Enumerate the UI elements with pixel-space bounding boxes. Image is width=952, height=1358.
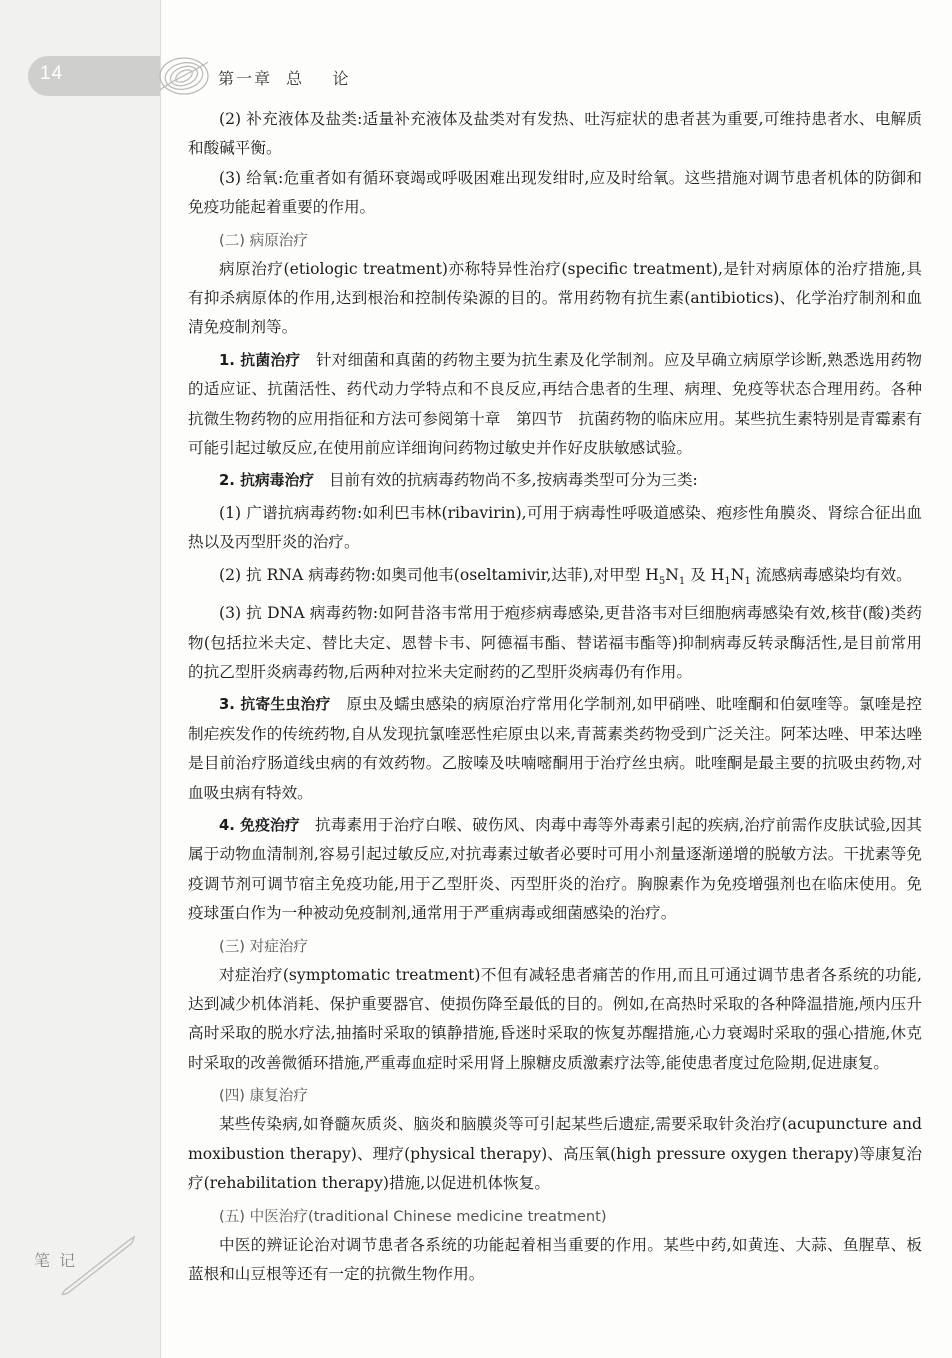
- margin-divider: [160, 0, 161, 1358]
- subscript: 1: [744, 575, 751, 587]
- chapter-title: 第一章 总 论: [218, 69, 351, 88]
- paragraph: 某些传染病,如脊髓灰质炎、脑炎和脑膜炎等可引起某些后遗症,需要采取针灸治疗(acupuncture and moxibustion therapy)、理疗(physical therapy)、高压氧(high pressure oxygen therapy)等康复治疗(rehabilitation therapy)措施,以促进机体恢复。: [188, 1115, 922, 1193]
- paragraph-text: N: [665, 565, 679, 584]
- paragraph-text: 针对细菌和真菌的药物主要为抗生素及化学制剂。应及早确立病原学诊断,熟悉选用药物的适应证、抗菌活性、药代动力学特点和不良反应,再结合患者的生理、病理、免疫等状态合理用药。各种抗微生物药物的应用指征和方法可参阅第十章 第四节 抗菌药物的临床应用。某些抗生素特别是青霉素有可能引起过敏反应,在使用前应详细询问药物过敏史并作好皮肤敏感试验。: [188, 350, 922, 458]
- section-heading: (四) 康复治疗: [219, 1087, 308, 1105]
- page-number: 14: [40, 63, 64, 84]
- section-heading: (五) 中医治疗(traditional Chinese medicine treatment): [219, 1207, 607, 1225]
- subheading: 2. 抗病毒治疗: [219, 472, 315, 490]
- paragraph-text: N: [730, 565, 745, 584]
- section-heading: (二) 病原治疗: [219, 231, 308, 249]
- page-content: [188, 105, 922, 1289]
- subheading: 1. 抗菌治疗: [219, 351, 301, 369]
- paragraph: (1) 广谱抗病毒药物:如利巴韦林(ribavirin),可用于病毒性呼吸道感染、疱疹性角膜炎、肾综合征出血热以及丙型肝炎的治疗。: [188, 503, 922, 552]
- paragraph: [188, 346, 922, 464]
- section-heading: (三) 对症治疗: [219, 937, 308, 955]
- paragraph: [188, 690, 922, 808]
- subscript: 1: [724, 575, 731, 587]
- paragraph-text: 流感病毒感染均有效。: [750, 565, 912, 584]
- paragraph-text: 抗毒素用于治疗白喉、破伤风、肉毒中毒等外毒素引起的疾病,治疗前需作皮肤试验,因其属于动物血清制剂,容易引起过敏反应,对抗毒素过敏者必要时可用小剂量逐渐递增的脱敏方法。干扰素等免疫调节剂可调节宿主免疫功能,用于乙型肝炎、丙型肝炎的治疗。胸腺素作为免疫增强剂也在临床使用。免疫球蛋白作为一种被动免疫制剂,通常用于严重病毒或细菌感染的治疗。: [188, 816, 922, 923]
- paragraph: (3) 给氧:危重者如有循环衰竭或呼吸困难出现发绀时,应及时给氧。这些措施对调节患者机体的防御和免疫功能起着重要的作用。: [188, 168, 922, 217]
- paragraph-text: 原虫及蠕虫感染的病原治疗常用化学制剂,如甲硝唑、吡喹酮和伯氨喹等。氯喹是控制疟疾发作的传统药物,自从发现抗氯喹恶性疟原虫以来,青蒿素类药物受到广泛关注。阿苯达唑、甲苯达唑是目前治疗肠道线虫病的有效药物。乙胺嗪及呋喃嘧酮用于治疗丝虫病。吡喹酮是最主要的抗吸虫药物,对血吸虫病有特效。: [188, 695, 922, 802]
- paragraph: [188, 561, 922, 597]
- pen-icon: [58, 1235, 136, 1295]
- paragraph: 病原治疗(etiologic treatment)亦称特异性治疗(specific treatment),是针对病原体的治疗措施,具有抑杀病原体的作用,达到根治和控制传染源的目的。常用药物有抗生素(antibiotics)、化学治疗制剂和血清免疫制剂等。: [188, 259, 922, 337]
- paragraph: (3) 抗 DNA 病毒药物:如阿昔洛韦常用于疱疹病毒感染,更昔洛韦对巨细胞病毒感染有效,核苷(酸)类药物(包括拉米夫定、替比夫定、恩替卡韦、阿德福韦酯、替诺福韦酯等)抑制病毒反转录酶活性,是目前常用的抗乙型肝炎病毒药物,后两种对拉米夫定耐药的乙型肝炎病毒仍有作用。: [188, 604, 922, 682]
- paragraph: 对症治疗(symptomatic treatment)不但有减轻患者痛苦的作用,而且可通过调节患者各系统的功能,达到减少机体消耗、保护重要器官、使损伤降至最低的目的。例如,在高热时采取的各种降温措施,颅内压升高时采取的脱水疗法,抽搐时采取的镇静措施,昏迷时采取的恢复苏醒措施,心力衰竭时采取的强心措施,休克时采取的改善微循环措施,严重毒血症时采用肾上腺糖皮质激素疗法等,能使患者度过危险期,促进康复。: [188, 965, 922, 1072]
- paragraph-text: 及 H: [685, 565, 725, 584]
- swirl-decoration-icon: [150, 50, 212, 102]
- paragraph: (2) 补充液体及盐类:适量补充液体及盐类对有发热、吐泻症状的患者甚为重要,可维持患者水、电解质和酸碱平衡。: [188, 110, 922, 158]
- paragraph-text: 目前有效的抗病毒药物尚不多,按病毒类型可分为三类:: [328, 471, 698, 490]
- subscript: 5: [658, 575, 666, 587]
- paragraph: [188, 811, 922, 929]
- subheading: 4. 免疫治疗: [219, 817, 300, 835]
- margin-column: [0, 0, 160, 1358]
- notes-label: 笔 记: [34, 1251, 78, 1270]
- paragraph: [188, 466, 922, 495]
- subscript: 1: [678, 575, 686, 587]
- subheading: 3. 抗寄生虫治疗: [219, 696, 331, 714]
- paragraph: 中医的辨证论治对调节患者各系统的功能起着相当重要的作用。某些中药,如黄连、大蒜、鱼腥草、板蓝根和山豆根等还有一定的抗微生物作用。: [188, 1235, 922, 1283]
- paragraph-text: (2) 抗 RNA 病毒药物:如奥司他韦(oseltamivir,达菲),对甲型 H: [219, 565, 659, 584]
